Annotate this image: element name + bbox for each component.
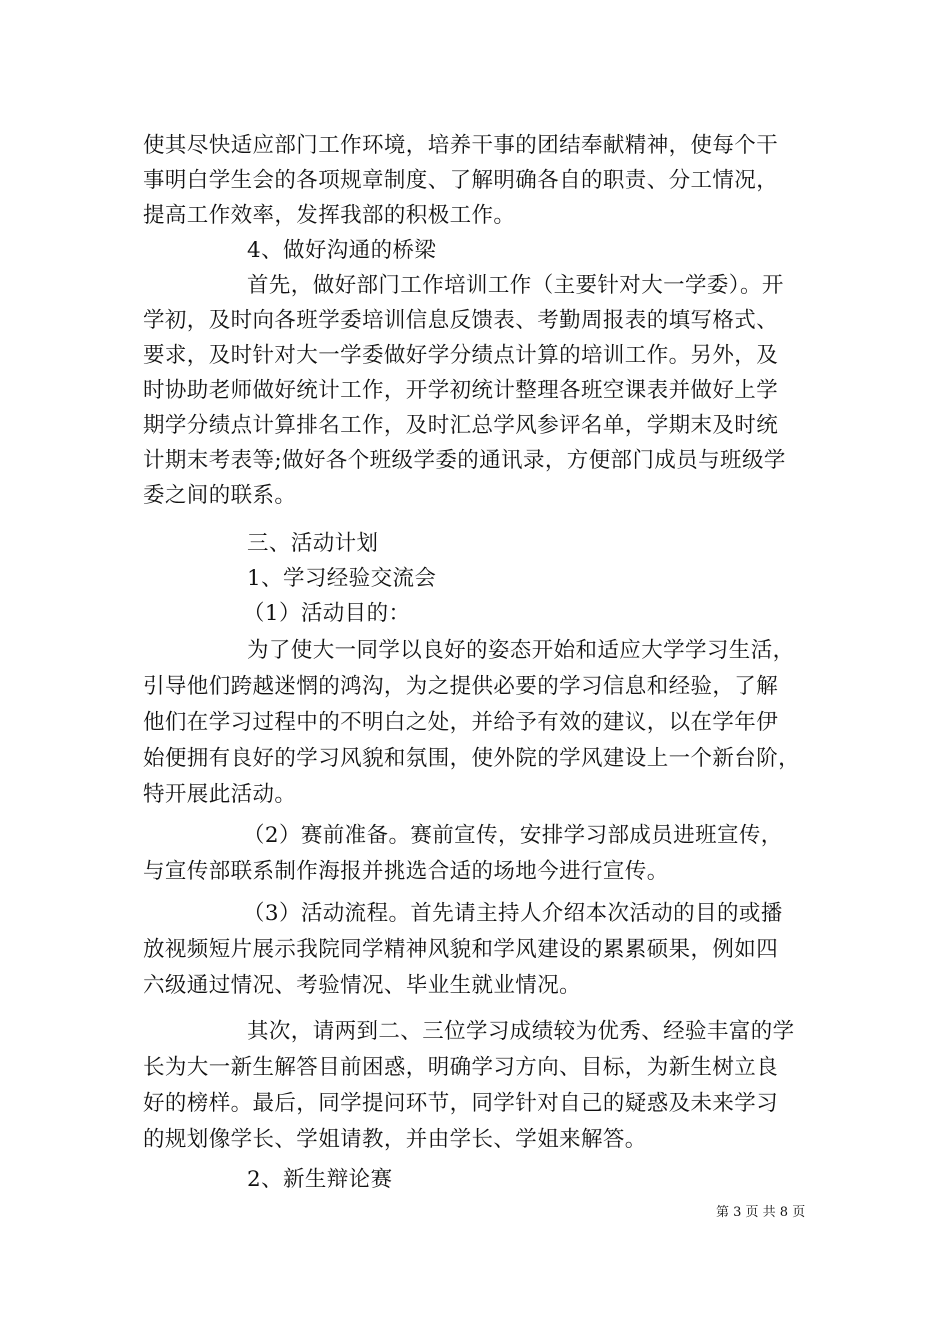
paragraph-line: （2）赛前准备。赛前宣传，安排学习部成员进班宣传，: [243, 823, 783, 848]
paragraph-line: 长为大一新生解答目前困惑，明确学习方向、目标，为新生树立良: [143, 1055, 779, 1080]
paragraph-line: 与宣传部联系制作海报并挑选合适的场地今进行宣传。: [143, 859, 669, 884]
section-heading: 三、活动计划: [247, 531, 379, 556]
subsection-heading: （1）活动目的：: [243, 601, 411, 626]
paragraph-line: 时协助老师做好统计工作，开学初统计整理各班空课表并做好上学: [143, 378, 779, 403]
section-heading: 4、做好沟通的桥梁: [247, 238, 437, 263]
paragraph-line: 首先，做好部门工作培训工作（主要针对大一学委）。开: [247, 273, 784, 298]
paragraph-line: 始便拥有良好的学习风貌和氛围，使外院的学风建设上一个新台阶，: [143, 746, 801, 771]
paragraph-line: 其次，请两到二、三位学习成绩较为优秀、经验丰富的学: [247, 1019, 795, 1044]
paragraph-line: （3）活动流程。首先请主持人介绍本次活动的目的或播: [243, 901, 783, 926]
paragraph-line: 委之间的联系。: [143, 483, 297, 508]
paragraph-line: 使其尽快适应部门工作环境，培养干事的团结奉献精神，使每个干: [143, 133, 779, 158]
paragraph-line: 的规划像学长、学姐请教，并由学长、学姐来解答。: [143, 1127, 647, 1152]
paragraph-line: 特开展此活动。: [143, 782, 297, 807]
paragraph-line: 提高工作效率，发挥我部的积极工作。: [143, 203, 516, 228]
paragraph-line: 要求，及时针对大一学委做好学分绩点计算的培训工作。另外，及: [143, 343, 779, 368]
paragraph-line: 计期末考表等;做好各个班级学委的通讯录，方便部门成员与班级学: [143, 448, 786, 473]
section-heading: 2、新生辩论赛: [247, 1167, 393, 1192]
page-number: 第 3 页 共 8 页: [716, 1205, 806, 1220]
paragraph-line: 期学分绩点计算排名工作，及时汇总学风参评名单，学期末及时统: [143, 413, 779, 438]
paragraph-line: 引导他们跨越迷惘的鸿沟，为之提供必要的学习信息和经验，了解: [143, 674, 779, 699]
paragraph-line: 他们在学习过程中的不明白之处，并给予有效的建议，以在学年伊: [143, 710, 779, 735]
section-heading: 1、学习经验交流会: [247, 566, 437, 591]
paragraph-line: 学初，及时向各班学委培训信息反馈表、考勤周报表的填写格式、: [143, 308, 779, 333]
paragraph-line: 事明白学生会的各项规章制度、了解明确各自的职责、分工情况，: [143, 168, 779, 193]
paragraph-line: 放视频短片展示我院同学精神风貌和学风建设的累累硕果，例如四: [143, 937, 779, 962]
paragraph-line: 六级通过情况、考验情况、毕业生就业情况。: [143, 973, 582, 998]
paragraph-line: 为了使大一同学以良好的姿态开始和适应大学学习生活，: [247, 638, 795, 663]
paragraph-line: 好的榜样。最后，同学提问环节，同学针对自己的疑惑及未来学习: [143, 1091, 779, 1116]
